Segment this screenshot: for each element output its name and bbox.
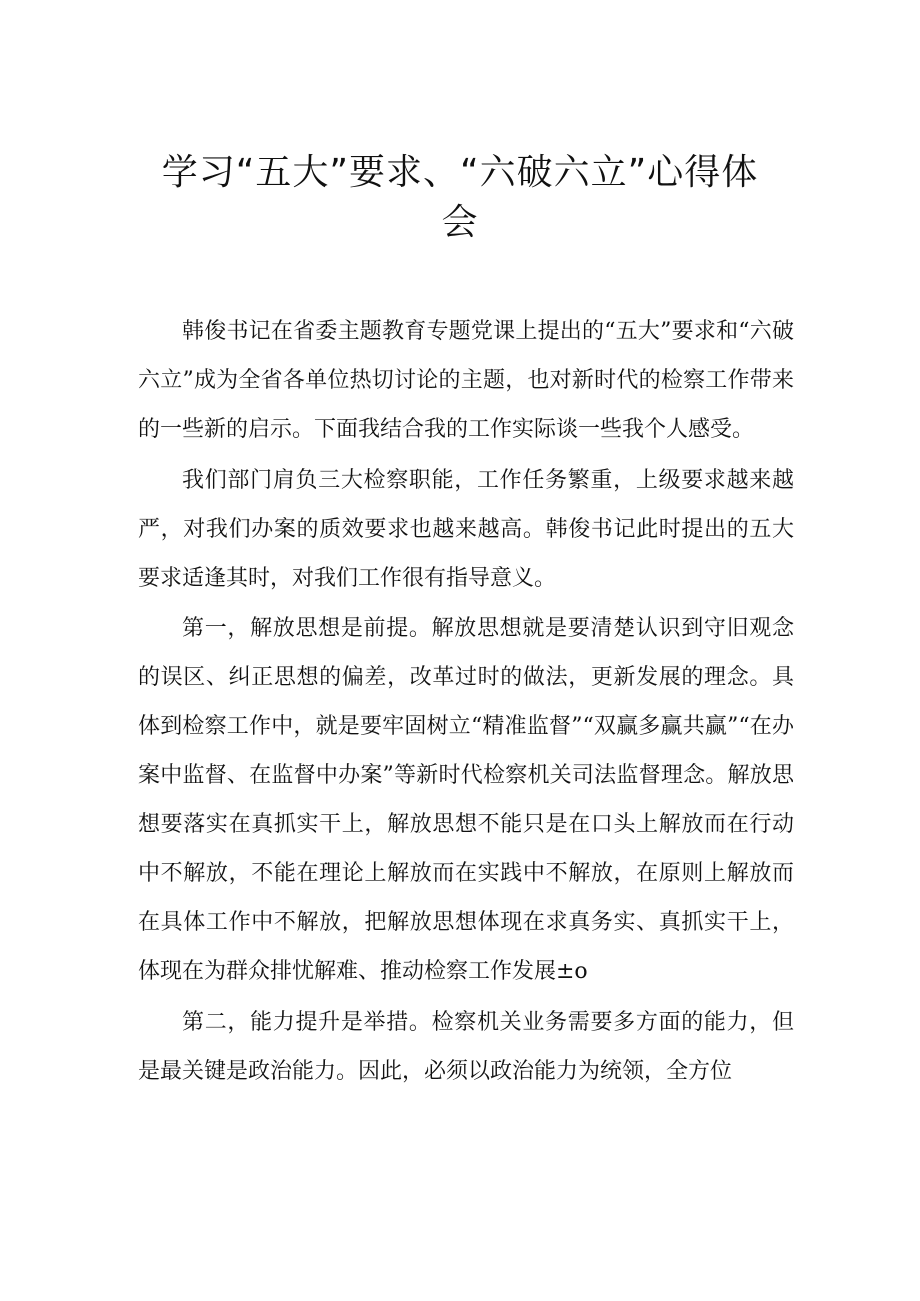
paragraph-first-point: 第一，解放思想是前提。解放思想就是要清楚认识到守旧观念的误区、纠正思想的偏差，改革过时的做法，更新发展的理念。具体到检察工作中，就是要牢固树立“精准监督”“双赢多赢共赢”“在办案中监督、在监督中办案”等新时代检察机关司法监督理念。解放思想要落实在真抓实干上，解放思想不能只是在口头上解放而在行动中不解放，不能在理论上解放而在实践中不解放，在原则上解放而在具体工作中不解放，把解放思想体现在求真务实、真抓实干上，体现在为群众排忧解难、推动检察工作发展±o bbox=[138, 616, 794, 984]
document-title bbox=[100, 148, 820, 248]
title-line-1: 学习“五大”要求、“六破六立”心得体 bbox=[161, 152, 759, 193]
paragraph-second-point: 第二，能力提升是举措。检察机关业务需要多方面的能力，但是最关键是政治能力。因此，必须以政治能力为统领，全方位 bbox=[138, 1009, 794, 1084]
document-body bbox=[138, 308, 794, 1099]
title-line-2: 会 bbox=[441, 202, 479, 243]
paragraph-department: 我们部门肩负三大检察职能，工作任务繁重，上级要求越来越严，对我们办案的质效要求也越来越高。韩俊书记此时提出的五大要求适逢其时，对我们工作很有指导意义。 bbox=[138, 467, 794, 591]
paragraph-intro: 韩俊书记在省委主题教育专题党课上提出的“五大”要求和“六破六立”成为全省各单位热切讨论的主题，也对新时代的检察工作带来的一些新的启示。下面我结合我的工作实际谈一些我个人感受。 bbox=[138, 319, 794, 442]
